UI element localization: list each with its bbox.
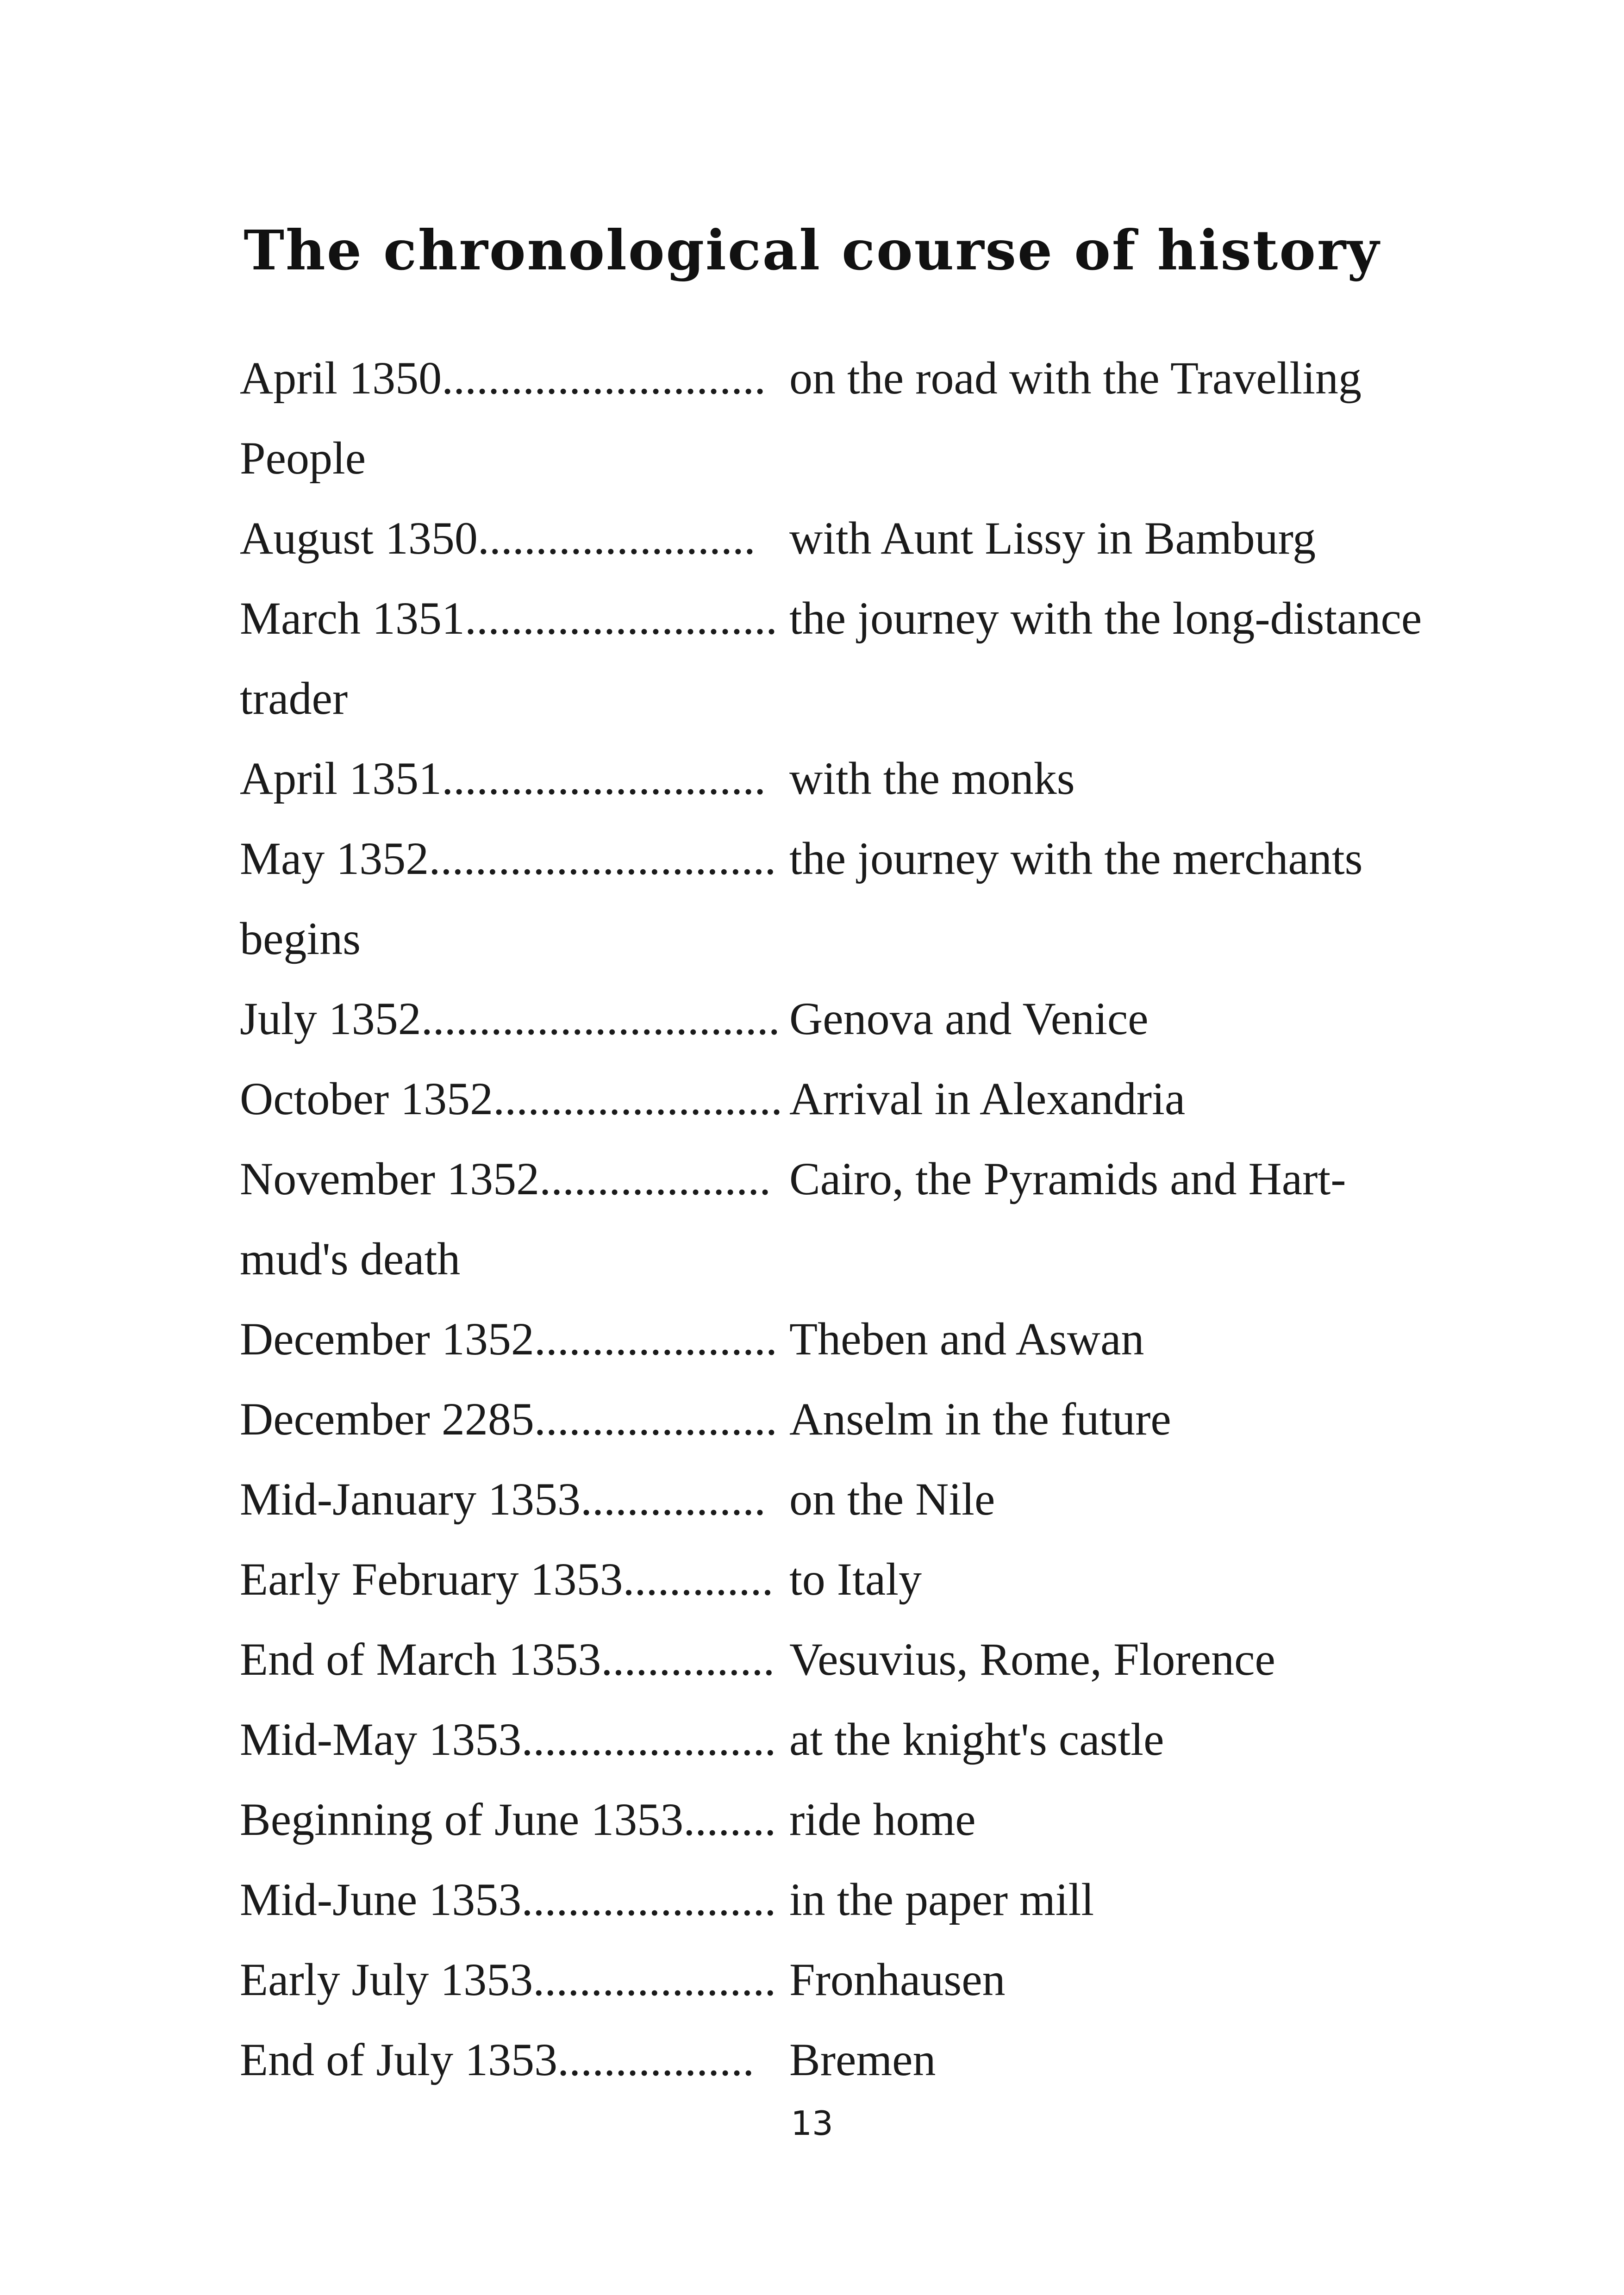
entry-date-text: Early July 1353: [240, 1954, 533, 2005]
entry-date-text: April 1350: [240, 352, 442, 404]
entry-description-continuation: trader: [240, 673, 348, 724]
entry-date: [240, 1299, 777, 1379]
entry-date-text: End of July 1353: [240, 2034, 558, 2085]
entry-description: Fronhausen: [789, 1954, 1006, 2005]
dot-leader: .............: [623, 1553, 774, 1605]
dot-leader: .........................: [493, 1073, 783, 1124]
dot-leader: ............................: [442, 753, 766, 804]
entry-date-text: December 2285: [240, 1393, 534, 1445]
chronology-entry-continuation: [240, 418, 1453, 498]
chronology-entry: [240, 1299, 1453, 1379]
entry-date: [240, 738, 766, 818]
chronology-entry: [240, 1379, 1453, 1459]
entry-description: Vesuvius, Rome, Florence: [789, 1634, 1275, 1685]
dot-leader: ......................: [521, 1714, 776, 1765]
entry-date: [240, 1539, 774, 1619]
dot-leader: ....................: [539, 1153, 771, 1204]
entry-date-text: October 1352: [240, 1073, 493, 1124]
dot-leader: ........................: [477, 512, 756, 564]
entry-date: [240, 578, 777, 658]
entry-date: [240, 1379, 777, 1459]
dot-leader: ...............: [601, 1634, 775, 1685]
entry-description: to Italy: [789, 1553, 922, 1605]
entry-date: [240, 1059, 782, 1139]
entry-date-text: Mid-May 1353: [240, 1714, 522, 1765]
entry-description: at the knight's castle: [789, 1714, 1164, 1765]
entry-date-text: July 1352: [240, 993, 421, 1044]
chronology-entry: [240, 1059, 1453, 1139]
chronology-entry: [240, 2020, 1453, 2100]
entry-description: on the Nile: [789, 1473, 995, 1525]
chronology-entry: [240, 1619, 1453, 1699]
entry-description: Bremen: [789, 2034, 936, 2085]
entry-date: [240, 1699, 776, 1779]
entry-description: with the monks: [789, 753, 1075, 804]
entry-date-text: May 1352: [240, 833, 429, 884]
chronology-entry: [240, 979, 1453, 1059]
entry-description-continuation: begins: [240, 913, 361, 964]
entry-description: ride home: [789, 1794, 976, 1845]
entry-date: [240, 1619, 775, 1699]
entry-description: Arrival in Alexandria: [789, 1073, 1186, 1124]
entry-date: [240, 2020, 754, 2100]
entry-date-text: Beginning of June 1353: [240, 1794, 684, 1845]
dot-leader: ............................: [442, 352, 766, 404]
entry-date-text: November 1352: [240, 1153, 540, 1204]
entry-description: Theben and Aswan: [789, 1313, 1144, 1365]
entry-date-text: Early February 1353: [240, 1553, 623, 1605]
page-title: The chronological course of history: [244, 218, 1380, 282]
entry-description: Anselm in the future: [789, 1393, 1171, 1445]
chronology-entry: [240, 1779, 1453, 1859]
chronology-entry-continuation: [240, 658, 1453, 738]
entry-date: [240, 1459, 766, 1539]
entry-date-text: March 1351: [240, 592, 465, 644]
dot-leader: ........: [683, 1794, 776, 1845]
entry-date-text: August 1350: [240, 512, 478, 564]
entry-description: the journey with the long-distance: [789, 592, 1422, 644]
entry-description: Cairo, the Pyramids and Hart-: [789, 1153, 1346, 1204]
dot-leader: .....................: [533, 1954, 776, 2005]
chronology-entry: [240, 818, 1453, 898]
chronology-entry: [240, 1699, 1453, 1779]
entry-description: in the paper mill: [789, 1874, 1094, 1925]
dot-leader: ...........................: [465, 592, 777, 644]
entry-date-text: End of March 1353: [240, 1634, 601, 1685]
entry-date-text: Mid-January 1353: [240, 1473, 581, 1525]
chronology-entry: [240, 1859, 1453, 1940]
chronology-entry: [240, 738, 1453, 818]
entry-date: [240, 338, 766, 418]
entry-date: [240, 1139, 771, 1219]
dot-leader: .....................: [534, 1313, 777, 1365]
entry-date-text: Mid-June 1353: [240, 1874, 522, 1925]
chronology-entry: [240, 1459, 1453, 1539]
dot-leader: ......................: [521, 1874, 776, 1925]
chronology-list: [240, 338, 1453, 2100]
chronology-entry: [240, 1139, 1453, 1219]
page-number: 13: [791, 2104, 833, 2143]
entry-description: Genova and Venice: [789, 993, 1149, 1044]
chronology-entry-continuation: [240, 1219, 1453, 1299]
chronology-entry: [240, 1539, 1453, 1619]
entry-date-text: December 1352: [240, 1313, 534, 1365]
entry-description-continuation: People: [240, 432, 366, 484]
entry-date: [240, 818, 776, 898]
chronology-entry-continuation: [240, 898, 1453, 979]
entry-date: [240, 1940, 776, 2020]
chronology-entry: [240, 498, 1453, 578]
dot-leader: ................: [581, 1473, 766, 1525]
entry-date: [240, 979, 780, 1059]
chronology-entry: [240, 1940, 1453, 2020]
entry-description-continuation: mud's death: [240, 1233, 461, 1285]
dot-leader: .................: [557, 2034, 755, 2085]
entry-date-text: April 1351: [240, 753, 442, 804]
entry-date: [240, 1859, 776, 1940]
entry-date: [240, 1779, 776, 1859]
entry-description: on the road with the Travelling: [789, 352, 1362, 404]
chronology-entry: [240, 578, 1453, 658]
dot-leader: .....................: [534, 1393, 777, 1445]
entry-description: with Aunt Lissy in Bamburg: [789, 512, 1316, 564]
entry-date: [240, 498, 756, 578]
chronology-entry: [240, 338, 1453, 418]
dot-leader: ...............................: [421, 993, 780, 1044]
entry-description: the journey with the merchants: [789, 833, 1363, 884]
dot-leader: ..............................: [429, 833, 776, 884]
